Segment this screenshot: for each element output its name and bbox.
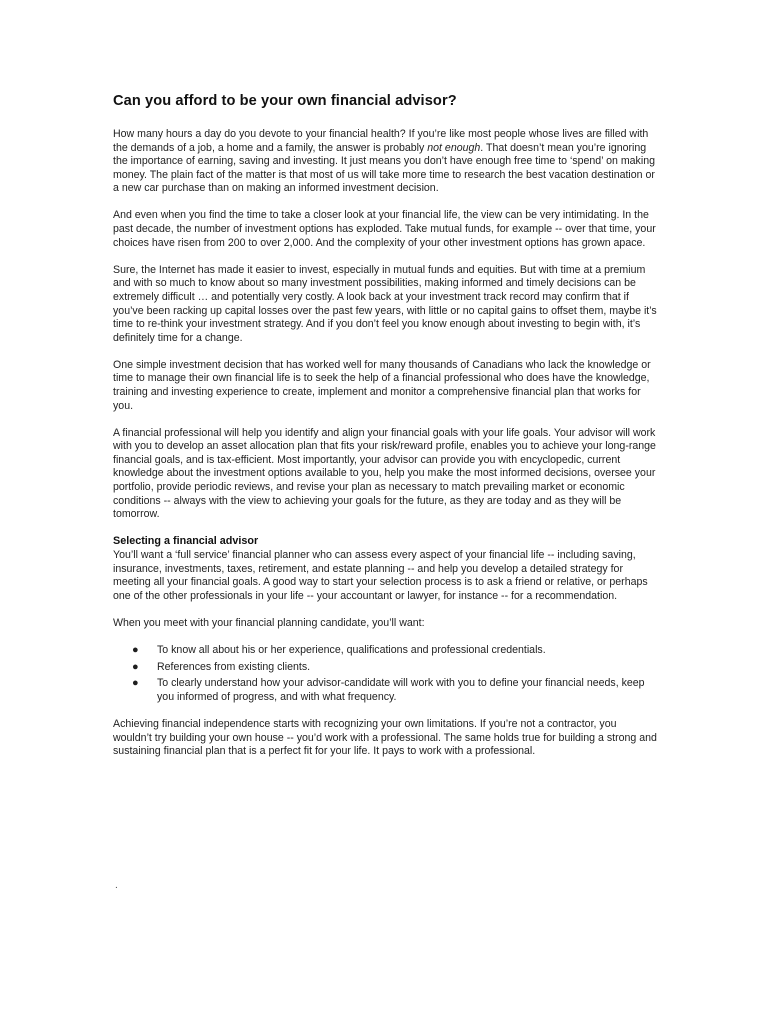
closing-paragraph: Achieving financial independence starts with recognizing your own limitations. If you’re not a contractor, you wouldn’t try building your own house -- you’d work with a professional. The same holds true for building a strong and sustaining financial plan that is a perfect fit for your life. It pays to work with a professional.: [113, 718, 657, 758]
list-item: [113, 677, 658, 704]
bullet-intro: When you meet with your financial planning candidate, you’ll want:: [113, 616, 425, 629]
bullet-icon: ●: [132, 643, 139, 656]
list-item: [113, 644, 658, 658]
list-item-text: To know all about his or her experience, qualifications and professional credentials.: [157, 643, 546, 656]
paragraph-2: And even when you find the time to take a closer look at your financial life, the view can be very intimidating. In the past decade, the number of investment options has exploded. Take mutual funds, for example -- over that time, your choices have risen from 200 to over 2,000. And the complexity of your other investment options has grown apace.: [113, 209, 656, 249]
paragraph-1-emphasis: not enough: [427, 141, 481, 154]
list-item: [113, 661, 658, 675]
bullet-list: [113, 644, 658, 704]
bullet-icon: ●: [132, 660, 139, 673]
paragraph-5: A financial professional will help you identify and align your financial goals with your life goals. Your advisor will work with you to develop an asset allocation plan that fits your risk/reward profile, enables you to achieve your long-range financial goals, and is tax-efficient. Most importantly, your advisor can provide you with encyclopedic, current knowledge about the investment options available to you, help you make the most informed decisions, oversee your portfolio, provide periodic reviews, and revise your plan as necessary to match prevailing market or economic conditions -- always with the view to achieving your goals for the future, as they are today and as they will be tomorrow.: [113, 426, 656, 521]
section-paragraph: You’ll want a ‘full service’ financial planner who can assess every aspect of your financial life -- including saving, insurance, investments, taxes, retirement, and estate planning -- and help you develop a detailed strategy for meeting all your financial goals. A good way to start your selection process is to ask a friend or relative, or perhaps one of the other professionals in your life -- your accountant or lawyer, for instance -- for a recommendation.: [113, 548, 648, 602]
bullet-icon: ●: [132, 677, 139, 690]
document-body: [113, 93, 658, 773]
list-item-text: References from existing clients.: [157, 660, 311, 673]
section-heading: Selecting a financial advisor: [113, 535, 259, 548]
paragraph-4: One simple investment decision that has worked well for many thousands of Canadians who lack the knowledge or time to manage their own financial life is to seek the help of a financial professional who does have the knowledge, training and investing experience to create, implement and monitor a comprehensive financial plan that works for you.: [113, 358, 651, 412]
list-item-text: To clearly understand how your advisor-candidate will work with you to define your financial needs, keep you informed of progress, and with what frequency.: [157, 677, 645, 703]
paragraph-1-text-after: . That doesn’t mean you’re ignoring the importance of earning, saving and investing. It just means you don’t have enough free time to ‘spend’ on making money. The plain fact of the matter is that most of us will take more time to research the best vacation destination or a new car purchase than on making an informed investment decision.: [113, 141, 655, 195]
paragraph-3: Sure, the Internet has made it easier to invest, especially in mutual funds and equities. But with time at a premium and with so much to know about so many investment possibilities, making informed and timely decisions can be extremely difficult … and potentially very costly. A look back at your investment track record may confirm that if you’ve been racking up capital losses over the past few years, with little or no capital gains to offset them, maybe it’s time to re-think your investment strategy. And if you don’t feel you know enough about investing to begin with, it’s definitely time for a change.: [113, 263, 657, 344]
paragraph-1-text-before: How many hours a day do you devote to your financial health? If you’re like most people whose lives are filled with the demands of a job, a home and a family, the answer is probably: [113, 128, 649, 154]
document-title: Can you afford to be your own financial advisor?: [113, 93, 457, 109]
paragraph-1: [113, 128, 658, 196]
trailing-mark: .: [115, 880, 118, 891]
